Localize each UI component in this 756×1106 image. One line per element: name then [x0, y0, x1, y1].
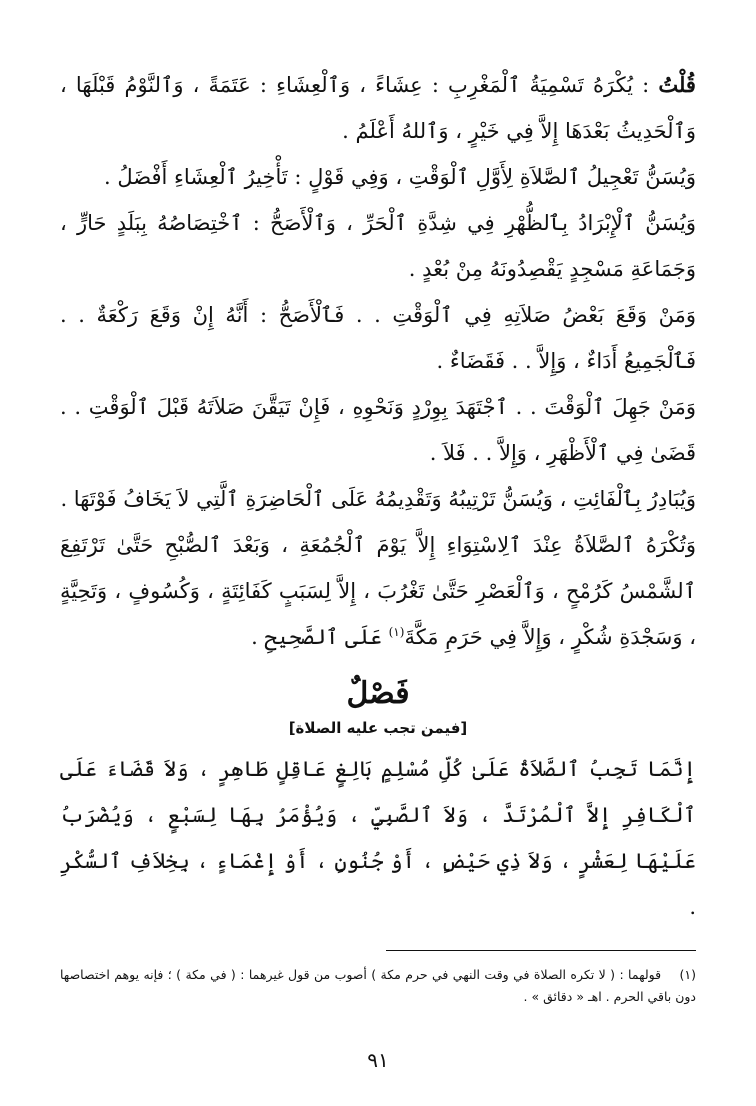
footnote-text: قولهما : ( لا تكره الصلاة في وقت النهي في حرم مكة ) أصوب من قول غيرهما : ( في مكة ) ؛ فإنه يوهم اختصاصها دون باقي الحرم . اهـ « دقائق » . [60, 966, 696, 1004]
paragraph-text: : يُكْرَهُ تَسْمِيَةُ ٱلْمَغْرِبِ : عِشَاءً ، وَٱلْعِشَاءِ : عَتَمَةً ، وَٱلنَّوْمُ قَبْلَهَا ، وَٱلْحَدِيثُ بَعْدَهَا إِلاَّ فِي خَيْرٍ ، وَٱللهُ أَعْلَمُ . [60, 73, 696, 143]
section-subtitle: [فيمن تجب عليه الصلاة] [288, 719, 468, 737]
footnote-reference[interactable]: (١) [388, 625, 405, 639]
paragraph-cooling-dhuhr [60, 200, 696, 292]
paragraph-lead: قُلْتُ [658, 72, 696, 97]
paragraph-text-after: عَلَى ٱلصَّحِيحِ . [251, 625, 382, 649]
paragraph-text: إِنَّمَا تَجِبُ ٱلصَّلاَةُ عَلَىٰ كُلِّ مُسْلِمٍ بَالِغٍ عَاقِلٍ طَاهِرٍ ، وَلاَ قَضَاءَ عَلَى ٱلْكَافِرِ إِلاَّ ٱلْمُرْتَدَّ ، وَلاَ ٱلصَّبِيِّ ، وَيُؤْمَرُ بِهَا لِسَبْعٍ ، وَيُضْرَبُ عَلَيْهَا لِعَشْرٍ ، وَلاَ ذِي حَيْضٍ ، أَوْ جُنُونٍ ، أَوْ إِغْمَاءٍ ، بِخِلاَفِ ٱلسُّكْرِ . [60, 757, 696, 919]
section-heading [60, 674, 696, 742]
paragraph-text: وَيُسَنُّ ٱلْإِبْرَادُ بِٱلظُّهْرِ فِي شِدَّةِ ٱلْحَرِّ ، وَٱلْأَصَحُّ : ٱخْتِصَاصُهُ بِبَلَدٍ حَارٍّ ، وَجَمَاعَةِ مَسْجِدٍ يَقْصِدُونَهُ مِنْ بُعْدٍ . [60, 211, 696, 281]
paragraph-unknown-time [60, 384, 696, 476]
paragraph-text: وَتُكْرَهُ ٱلصَّلاَةُ عِنْدَ ٱلِاسْتِوَاءِ إِلاَّ يَوْمَ ٱلْجُمُعَةِ ، وَبَعْدَ ٱلصُّبْحِ حَتَّىٰ تَرْتَفِعَ ٱلشَّمْسُ كَرُمْحٍ ، وَٱلْعَصْرِ حَتَّىٰ تَغْرُبَ ، إِلاَّ لِسَبَبٍ كَفَائِتَةٍ ، وَكُسُوفٍ ، وَتَحِيَّةٍ ، وَسَجْدَةِ شُكْرٍ ، وَإِلاَّ فِي حَرَمِ مَكَّةَ [60, 533, 696, 649]
footnote-number: (١) [679, 966, 696, 982]
footnote [60, 964, 696, 1008]
paragraph-disliked-times [60, 522, 696, 660]
paragraph-text: وَمَنْ وَقَعَ بَعْضُ صَلاَتِهِ فِي ٱلْوَقْتِ . . فَٱلْأَصَحُّ : أَنَّهُ إِنْ وَقَعَ رَكْعَةٌ . . فَٱلْجَمِيعُ أَدَاءٌ ، وَإِلاَّ . . فَقَضَاءٌ . [60, 303, 696, 373]
paragraph-text: وَيُسَنُّ تَعْجِيلُ ٱلصَّلاَةِ لِأَوَّلِ ٱلْوَقْتِ ، وَفِي قَوْلٍ : تَأْخِيرُ ٱلْعِشَاءِ أَفْضَلُ . [104, 165, 696, 189]
paragraph-naming-prayers [60, 62, 696, 154]
paragraph-text: وَمَنْ جَهِلَ ٱلْوَقْتَ . . ٱجْتَهَدَ بِوِرْدٍ وَنَحْوِهِ ، فَإِنْ تَيَقَّنَ صَلاَتَهُ قَبْلَ ٱلْوَقْتِ . . قَضَىٰ فِي ٱلْأَظْهَرِ ، وَإِلاَّ . . فَلاَ . [60, 395, 696, 465]
paragraph-partial-time [60, 292, 696, 384]
section-title: فَصْلٌ [346, 676, 410, 711]
paragraph-missed-prayers [60, 476, 696, 522]
paragraph-hastening-prayer [60, 154, 696, 200]
page-body [60, 62, 696, 1020]
page-number: ٩١ [367, 1048, 389, 1072]
paragraph-obligation [60, 746, 696, 930]
paragraph-text: وَيُبَادِرُ بِٱلْفَائِتِ ، وَيُسَنُّ تَرْتِيبُهُ وَتَقْدِيمُهُ عَلَى ٱلْحَاضِرَةِ ٱلَّتِي لاَ يَخَافُ فَوْتَهَا . [60, 487, 696, 511]
footnote-divider [386, 950, 696, 951]
